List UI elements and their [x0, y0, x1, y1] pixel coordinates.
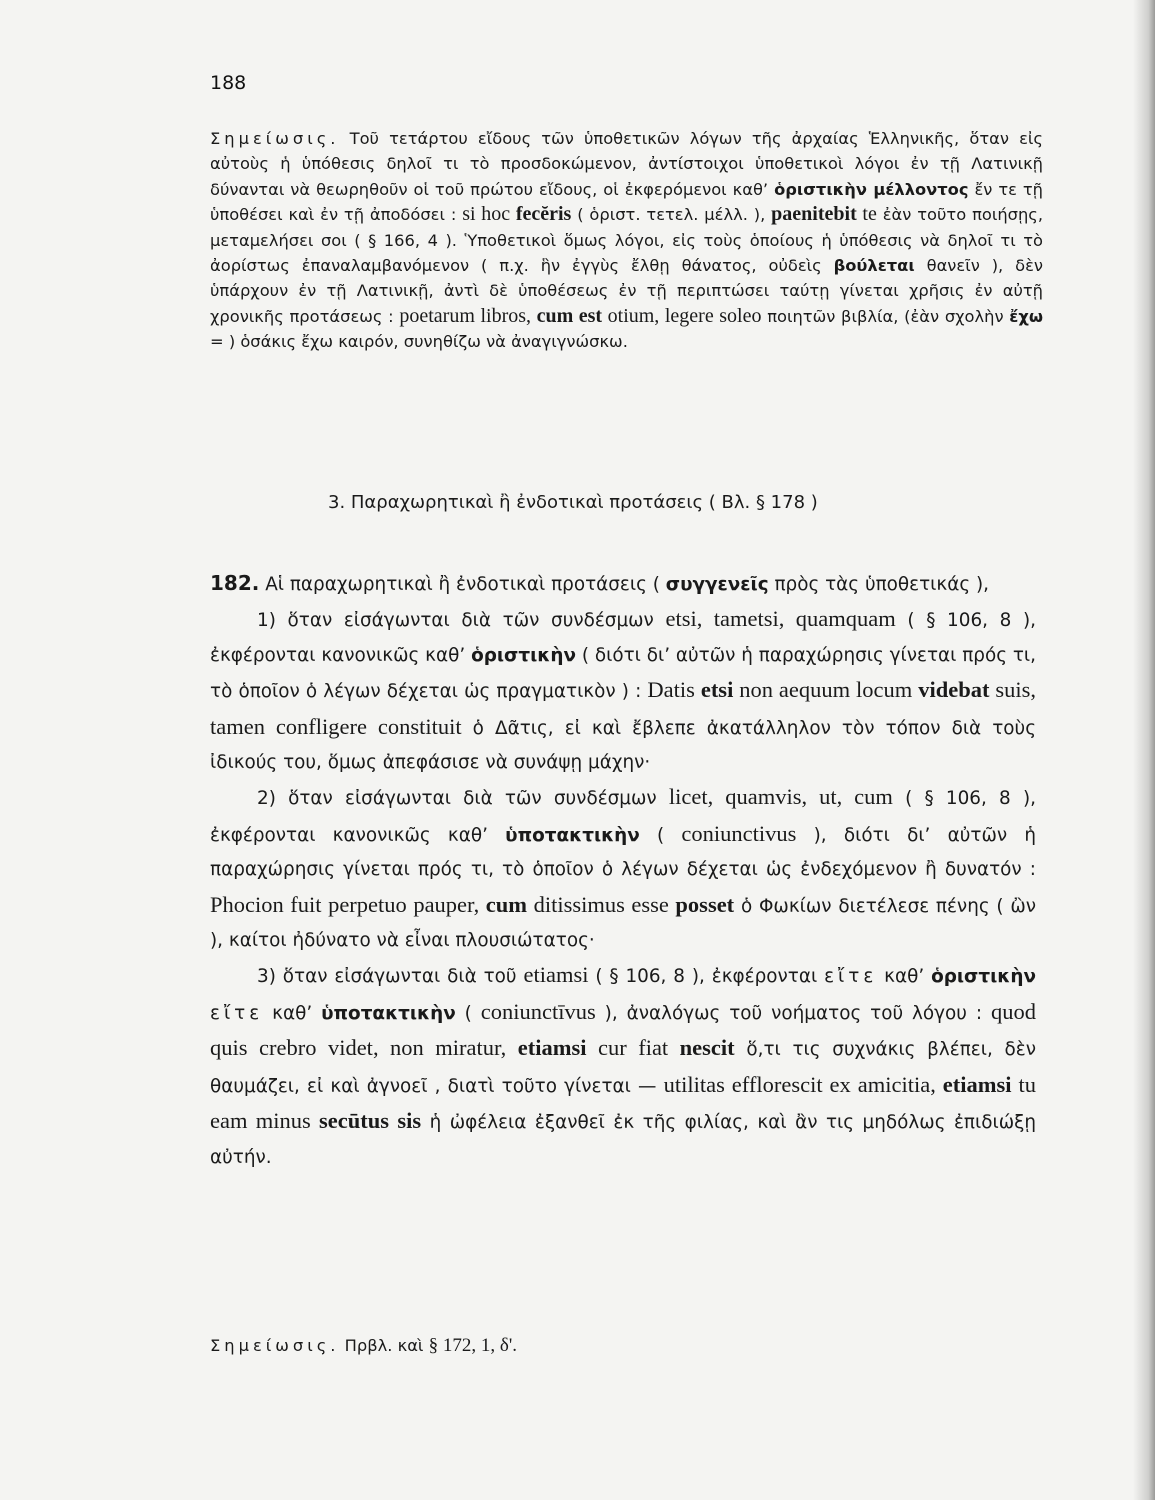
- closing-note: [210, 1335, 517, 1357]
- bold-term: ὑποτακτικὴν: [505, 824, 640, 846]
- section-text: ), διότι δι’ αὐτῶν ἡ παραχώρησις γίνεται πρός τι, τὸ ὁποῖον ὁ λέγων δέχεται ὡς ἐνδεχόμενον ἢ δυνατόν :: [210, 824, 1036, 881]
- latin-text: Phocion fuit perpetuo pauper,: [210, 891, 486, 917]
- bold-term: βούλεται: [833, 256, 915, 276]
- section-text: (: [455, 1002, 481, 1024]
- latin-bold: videbat: [918, 677, 990, 703]
- section-text: ( § 106, 8 ), ἐκφέρονται κανονικῶς καθ’: [210, 610, 1036, 666]
- latin-text: suis, tamen confligere constituit: [210, 677, 1036, 739]
- paragraph-3: [210, 958, 1036, 1174]
- latin-bold: fecĕris: [515, 203, 572, 226]
- section-text: 3) ὅταν εἰσάγωνται διὰ τοῦ: [257, 966, 524, 988]
- latin-text: licet, quamvis, ut, cum: [668, 784, 893, 810]
- section-text: (: [639, 824, 682, 846]
- section-text: ( § 106, 8 ), ἐκφέρονται κανονικῶς καθ’: [210, 788, 1036, 846]
- latin-text: utilitas efflorescit ex amicitia,: [663, 1071, 943, 1097]
- paragraph-2: [210, 780, 1036, 958]
- note-text: ( ὁριστ. τετελ. μέλλ. ),: [571, 205, 772, 225]
- latin-bold: nescit: [679, 1035, 735, 1061]
- latin-text: Datis: [647, 677, 701, 703]
- note-text: ποιητῶν βιβλία, (ἐὰν σχολὴν: [761, 306, 1010, 326]
- spaced-word: εἴτε: [824, 966, 878, 988]
- latin-bold: etiamsi: [942, 1071, 1012, 1097]
- section-text: 1) ὅταν εἰσάγωνται διὰ τῶν συνδέσμων: [257, 610, 666, 632]
- section-text: Αἱ παραχωρητικαὶ ἢ ἐνδοτικαὶ προτάσεις (: [259, 574, 666, 595]
- section-text: ἡ ὠφέλεια ἐξανθεῖ ἐκ τῆς φιλίας, καὶ ἂν τις μηδόλως ἐπιδιώξῃ αὐτήν.: [210, 1112, 1037, 1168]
- section-number: 182.: [210, 571, 260, 595]
- section-text: ( § 106, 8 ), ἐκφέρονται: [588, 966, 825, 988]
- latin-bold: etsi: [700, 677, 734, 703]
- section-text: πρὸς τὰς ὑποθετικάς ),: [768, 574, 990, 595]
- note-label: Σημείωσις.: [210, 129, 340, 148]
- section-text: ( διότι δι’ αὐτῶν ἡ παραχώρησις γίνεται πρός τι, τὸ ὁποῖον ὁ λέγων δέχεται ὡς πραγματικὸν ) :: [210, 644, 1036, 703]
- paragraph-1: [210, 602, 1036, 780]
- note-text: Πρβλ. καὶ: [339, 1336, 429, 1355]
- note-text: Τοῦ τετάρτου εἴδους τῶν ὑποθετικῶν λόγων τῆς ἀρχαίας Ἑλληνικῆς, ὅταν εἰς αὐτοὺς ἡ ὑπόθεσις δηλοῖ τι τὸ προσδοκώμενον, ἀντίστοιχοι ὑποθετικοὶ λόγοι ἐν τῇ Λατινικῇ δύνανται νὰ θεωρηθοῦν οἱ τοῦ πρώτου εἴδους, οἱ ἐκφερόμενοι καθ’: [210, 129, 1043, 199]
- latin-bold: posset: [675, 891, 735, 917]
- section-text: καθ’: [263, 1002, 322, 1024]
- note-text: θανεῖν ), δὲν ὑπάρχουν ἐν τῇ Λατινικῇ, ἀντὶ δὲ ὑποθέσεως ἐν τῇ περιπτώσει ταύτῃ γίνεται χρῆσις ἐν αὐτῇ χρονικῆς προτάσεως :: [210, 256, 1043, 326]
- section-text: ὁ Δᾶτις, εἰ καὶ ἔβλεπε ἀκατάλληλον τὸν τόπον διὰ τοὺς ἰδικούς του, ὅμως ἀπεφάσισε νὰ συνάψῃ μάχην·: [210, 717, 1036, 774]
- section-text: ), ἀναλόγως τοῦ νοήματος τοῦ λόγου :: [595, 1002, 991, 1024]
- section-subheading: 3. Παραχωρητικαὶ ἢ ἐνδοτικαὶ προτάσεις ( Βλ. § 178 ): [328, 492, 818, 513]
- latin-text: otium, legere soleo: [602, 304, 762, 327]
- note-text: ἐὰν τοῦτο ποιήσῃς, μεταμελήσει σοι ( § 166, 4 ). Ὑποθετικοὶ ὅμως λόγοι, εἰς τοὺς ὁποίους ἡ ὑπόθεσις νὰ δηλοῖ τι τὸ ἀορίστως ἐπαναλαμβανόμενον ( π.χ. ἣν ἐγγὺς ἔλθῃ θάνατος, οὐδεὶς: [210, 205, 1044, 276]
- note-paragraph: [210, 126, 1043, 355]
- section-reference: § 172, 1, δ'.: [428, 1335, 518, 1356]
- latin-bold: cum: [485, 891, 528, 917]
- note-label: Σημείωσις.: [210, 1336, 340, 1355]
- section-text: ὅ,τι τις συχνάκις βλέπει, δὲν θαυμάζει, εἰ καὶ ἀγνοεῖ , διατὶ τοῦτο γίνεται —: [210, 1039, 1036, 1097]
- bold-term: συγγενεῖς: [665, 574, 769, 595]
- latin-text: cur fiat: [586, 1035, 680, 1061]
- bold-term: ἔχω: [1009, 306, 1043, 326]
- latin-text: coniunctivus: [681, 820, 797, 846]
- latin-text: poetarum libros,: [399, 304, 537, 327]
- section-text: 2) ὅταν εἰσάγωνται διὰ τῶν συνδέσμων: [257, 788, 669, 810]
- section-text: ὁ Φωκίων διετέλεσε πένης ( ὢν ), καίτοι ἠδύνατο νὰ εἶναι πλουσιώτατος·: [210, 895, 1037, 952]
- page-number: 188: [210, 72, 247, 94]
- latin-text: te: [856, 203, 877, 226]
- note-text: = ) ὁσάκις ἔχω καιρόν, συνηθίζω νὰ ἀναγιγνώσκω.: [210, 332, 628, 352]
- bold-term: ὑποτακτικὴν: [321, 1002, 456, 1024]
- section-text: καθ’: [877, 966, 932, 988]
- latin-bold: cum est: [536, 304, 603, 327]
- bold-term: ὁριστικὴν: [471, 644, 576, 666]
- latin-text: etiamsi: [523, 962, 589, 988]
- latin-text: ditissimus esse: [527, 891, 676, 917]
- latin-text: si hoc: [462, 203, 516, 226]
- latin-text: coniunctīvus: [480, 998, 596, 1024]
- latin-text: non aequum locum: [733, 677, 919, 703]
- latin-text: quod quis crebro videt, non miratur,: [210, 998, 1036, 1061]
- latin-text: tu eam minus: [210, 1071, 1036, 1134]
- bold-term: ὁριστικὴν μέλλοντος: [774, 179, 969, 199]
- spaced-word: εἴτε: [210, 1002, 264, 1024]
- bold-term: ὁριστικὴν: [931, 966, 1036, 988]
- latin-bold: secūtus sis: [319, 1108, 422, 1134]
- latin-bold: paenitebit: [771, 203, 857, 226]
- section-intro: [210, 566, 1036, 602]
- page-edge-shadow: [1133, 0, 1155, 1500]
- note-text: ἔν τε τῇ ὑποθέσει καὶ ἐν τῇ ἀποδόσει :: [210, 179, 1043, 225]
- section-182: [210, 566, 1036, 1175]
- latin-text: etsi, tametsi, quamquam: [665, 606, 896, 632]
- latin-bold: etiamsi: [517, 1035, 587, 1061]
